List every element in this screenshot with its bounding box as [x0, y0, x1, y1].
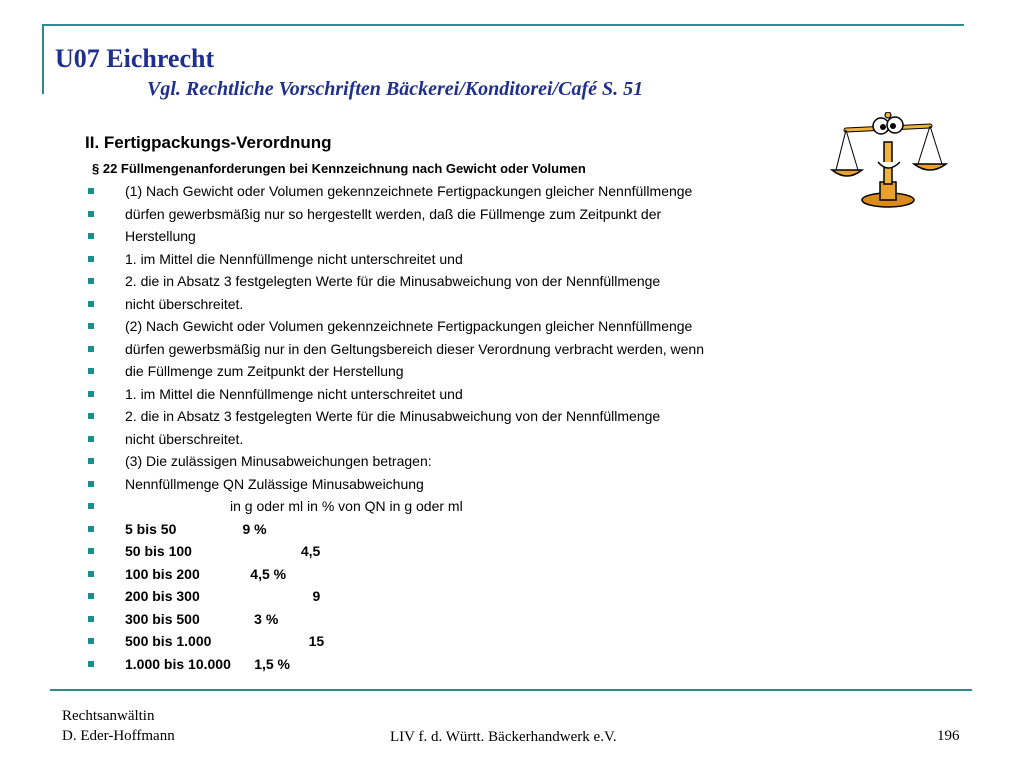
slide-title: U07 Eichrecht: [55, 44, 215, 73]
table-row: 200 bis 300 9: [87, 586, 704, 609]
list-item: nicht überschreitet.: [87, 294, 704, 317]
bullet-icon: [88, 548, 94, 554]
list-item: (3) Die zulässigen Minusabweichungen betragen:: [87, 451, 704, 474]
section-heading: II. Fertigpackungs-Verordnung: [85, 133, 332, 152]
bullet-icon: [88, 301, 94, 307]
list-item: dürfen gewerbsmäßig nur so hergestellt werden, daß die Füllmenge zum Zeitpunkt der: [87, 204, 704, 227]
list-item: 1. im Mittel die Nennfüllmenge nicht unterschreitet und: [87, 384, 704, 407]
bullet-icon: [88, 436, 94, 442]
list-item: die Füllmenge zum Zeitpunkt der Herstellung: [87, 361, 704, 384]
list-item: (1) Nach Gewicht oder Volumen gekennzeichnete Fertigpackungen gleicher Nennfüllmenge: [87, 181, 704, 204]
table-row: 5 bis 50 9 %: [87, 519, 704, 542]
list-item: dürfen gewerbsmäßig nur in den Geltungsbereich dieser Verordnung verbracht werden, wenn: [87, 339, 704, 362]
top-frame-line: [42, 24, 964, 26]
bullet-icon: [88, 481, 94, 487]
table-row: 500 bis 1.000 15: [87, 631, 704, 654]
balance-scale-icon: [828, 112, 958, 212]
bullet-icon: [88, 256, 94, 262]
page-number: 196: [937, 728, 960, 744]
bullet-icon: [88, 593, 94, 599]
list-item: (2) Nach Gewicht oder Volumen gekennzeichnete Fertigpackungen gleicher Nennfüllmenge: [87, 316, 704, 339]
bullet-icon: [88, 188, 94, 194]
list-item: 2. die in Absatz 3 festgelegten Werte für die Minusabweichung von der Nennfüllmenge: [87, 271, 704, 294]
list-item: Nennfüllmenge QN Zulässige Minusabweichung: [87, 474, 704, 497]
bullet-icon: [88, 323, 94, 329]
list-item: in g oder ml in % von QN in g oder ml: [87, 496, 704, 519]
bullet-icon: [88, 233, 94, 239]
list-item: Herstellung: [87, 226, 704, 249]
paragraph-heading: § 22 Füllmengenanforderungen bei Kennzeichnung nach Gewicht oder Volumen: [92, 161, 586, 176]
table-row: 1.000 bis 10.000 1,5 %: [87, 654, 704, 677]
left-frame-line: [42, 24, 44, 94]
list-item: nicht überschreitet.: [87, 429, 704, 452]
bullet-icon: [88, 616, 94, 622]
bullet-icon: [88, 661, 94, 667]
table-row: 300 bis 500 3 %: [87, 609, 704, 632]
bullet-icon: [88, 391, 94, 397]
bullet-icon: [88, 346, 94, 352]
bullet-icon: [88, 368, 94, 374]
bullet-icon: [88, 503, 94, 509]
bullet-icon: [88, 571, 94, 577]
list-item: 1. im Mittel die Nennfüllmenge nicht unterschreitet und: [87, 249, 704, 272]
footer-author-title: Rechtsanwältin: [62, 708, 155, 724]
bullet-list: [87, 181, 704, 676]
footer-organization: LIV f. d. Württ. Bäckerhandwerk e.V.: [390, 729, 617, 745]
slide-subtitle: Vgl. Rechtliche Vorschriften Bäckerei/Konditorei/Café S. 51: [147, 78, 644, 100]
table-row: 50 bis 100 4,5: [87, 541, 704, 564]
list-item: 2. die in Absatz 3 festgelegten Werte für die Minusabweichung von der Nennfüllmenge: [87, 406, 704, 429]
table-row: 100 bis 200 4,5 %: [87, 564, 704, 587]
bullet-icon: [88, 278, 94, 284]
bullet-icon: [88, 211, 94, 217]
bullet-icon: [88, 638, 94, 644]
footer-author-name: D. Eder-Hoffmann: [62, 728, 175, 744]
bottom-frame-line: [50, 689, 972, 691]
bullet-icon: [88, 458, 94, 464]
bullet-icon: [88, 413, 94, 419]
bullet-icon: [88, 526, 94, 532]
